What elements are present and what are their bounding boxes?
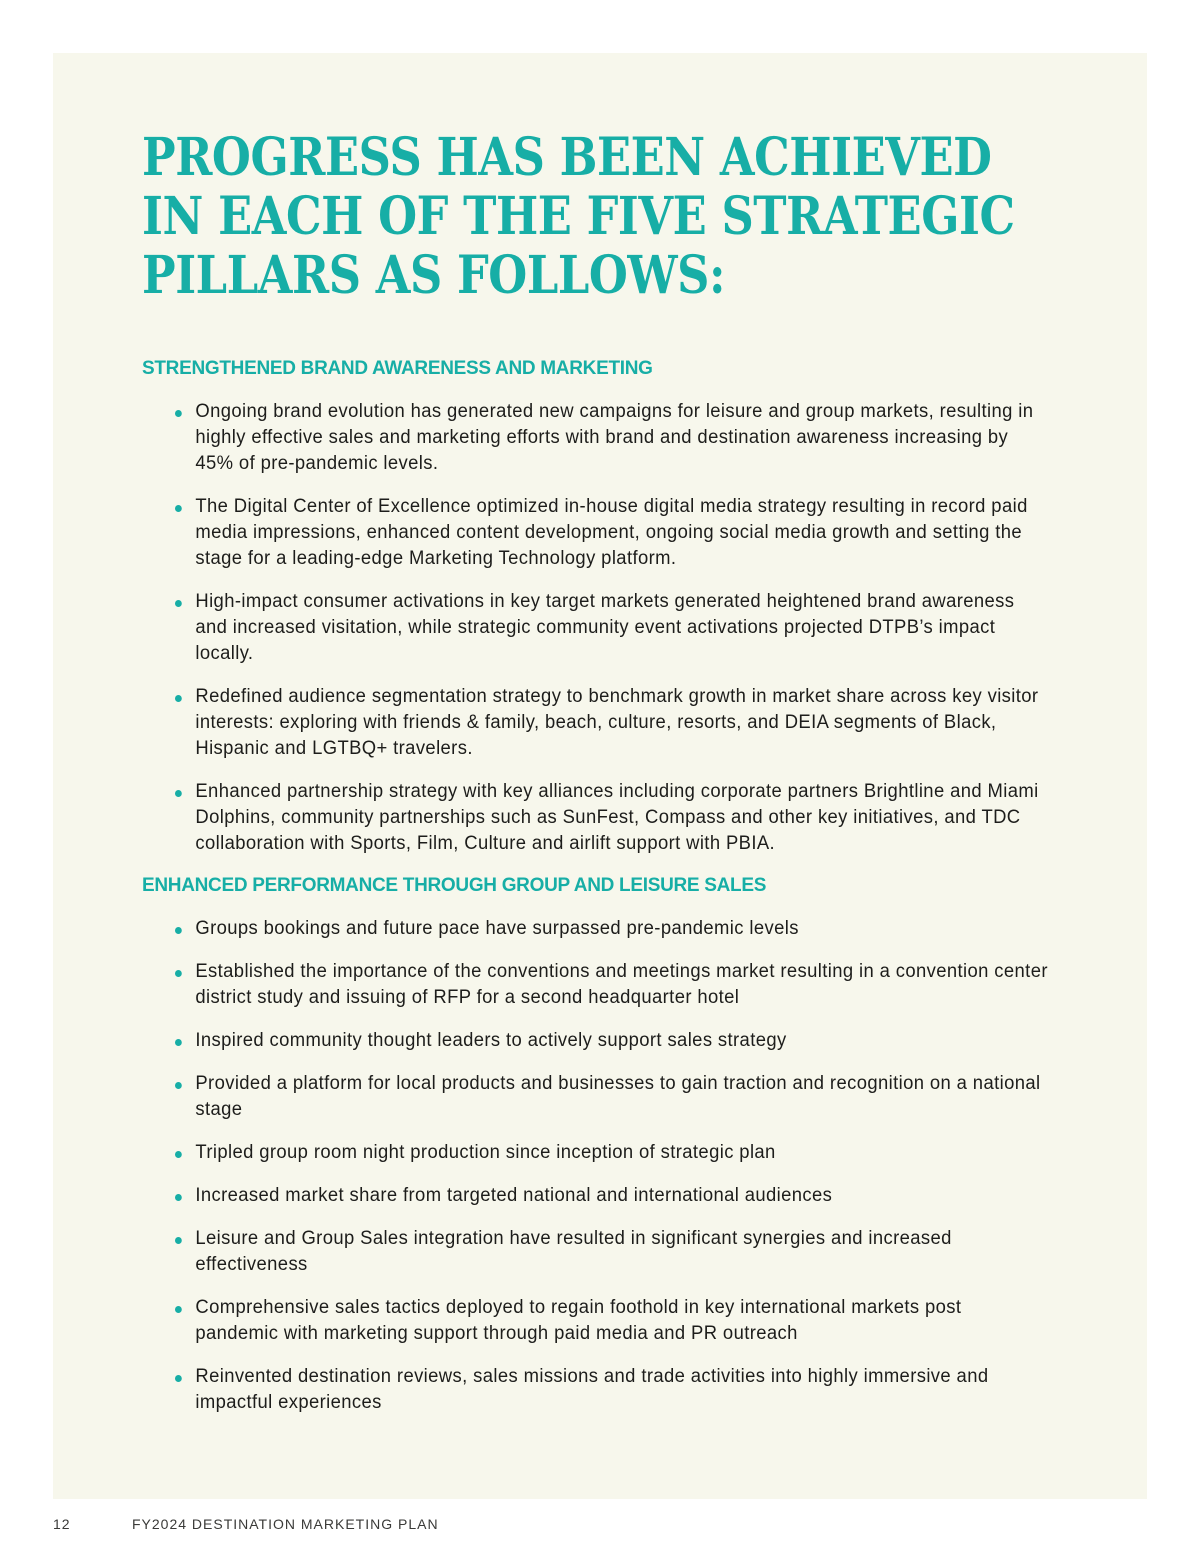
list-item [175,589,1049,667]
page-number: 12 [53,1516,71,1532]
list-item [175,1140,1049,1166]
list-item [175,1183,1049,1209]
section-heading-brand-awareness: STRENGTHENED BRAND AWARENESS AND MARKETING [142,358,653,379]
list-item [175,1364,1049,1416]
bullet-icon [175,505,182,512]
page-content [142,128,1082,1433]
bullet-icon [175,970,182,977]
list-item [175,684,1049,762]
list-item-text: Tripled group room night production since inception of strategic plan [195,1142,776,1163]
list-item-text: Leisure and Group Sales integration have resulted in significant synergies and increased effectiveness [195,1228,952,1275]
list-item [175,399,1049,477]
list-item [175,1028,1049,1054]
page-footer [0,1516,1200,1536]
section-heading-group-leisure-sales: ENHANCED PERFORMANCE THROUGH GROUP AND LEISURE SALES [142,875,767,896]
bullet-icon [175,1375,182,1382]
bullet-icon [175,600,182,607]
bullet-list-brand-awareness [142,399,1082,857]
bullet-icon [175,410,182,417]
list-item-text: Provided a platform for local products and businesses to gain traction and recognition on a national stage [195,1073,1041,1120]
list-item-text: Comprehensive sales tactics deployed to regain foothold in key international markets post pandemic with marketing support through paid media and PR outreach [195,1297,962,1344]
bullet-icon [175,1194,182,1201]
list-item [175,779,1049,857]
bullet-icon [175,1151,182,1158]
list-item-text: The Digital Center of Excellence optimized in-house digital media strategy resulting in record paid media impressions, enhanced content development, ongoing social media growth and setting the stage for a leading-edge Marketing Technology platform. [195,496,1028,569]
bullet-icon [175,790,182,797]
list-item-text: Increased market share from targeted national and international audiences [195,1185,833,1206]
headline-line: PILLARS AS FOLLOWS: [142,245,726,306]
list-item [175,494,1049,572]
bullet-icon [175,1082,182,1089]
bullet-icon [175,1039,182,1046]
list-item-text: High-impact consumer activations in key target markets generated heightened brand awareness and increased visitation, while strategic community event activations projected DTPB’s impact locally. [195,591,1015,664]
bullet-list-group-leisure-sales [142,916,1082,1416]
list-item-text: Reinvented destination reviews, sales missions and trade activities into highly immersive and impactful experiences [195,1366,989,1413]
list-item [175,1071,1049,1123]
list-item-text: Ongoing brand evolution has generated new campaigns for leisure and group markets, resulting in highly effective sales and marketing efforts with brand and destination awareness increasing by 45% of pre-pandemic levels. [195,401,1034,474]
list-item-text: Inspired community thought leaders to actively support sales strategy [195,1030,787,1051]
list-item [175,1226,1049,1278]
document-title: FY2024 DESTINATION MARKETING PLAN [132,1516,439,1532]
list-item [175,916,1049,942]
page-headline [142,127,1015,306]
list-item-text: Redefined audience segmentation strategy to benchmark growth in market share across key visitor interests: exploring with friends & family, beach, culture, resorts, and DEIA segments of Black, Hispanic and LGTBQ+ travelers. [195,686,1039,759]
list-item [175,959,1049,1011]
list-item-text: Groups bookings and future pace have surpassed pre-pandemic levels [195,918,799,939]
bullet-icon [175,1306,182,1313]
list-item-text: Established the importance of the conventions and meetings market resulting in a convention center district study and issuing of RFP for a second headquarter hotel [195,961,1048,1008]
bullet-icon [175,927,182,934]
bullet-icon [175,695,182,702]
list-item-text: Enhanced partnership strategy with key alliances including corporate partners Brightline and Miami Dolphins, community partnerships such as SunFest, Compass and other key initiatives, and TDC collaboration with Sports, Film, Culture and airlift support with PBIA. [195,781,1039,854]
bullet-icon [175,1237,182,1244]
list-item [175,1295,1049,1347]
headline-line: PROGRESS HAS BEEN ACHIEVED [142,127,992,188]
headline-line: IN EACH OF THE FIVE STRATEGIC [142,186,1015,247]
